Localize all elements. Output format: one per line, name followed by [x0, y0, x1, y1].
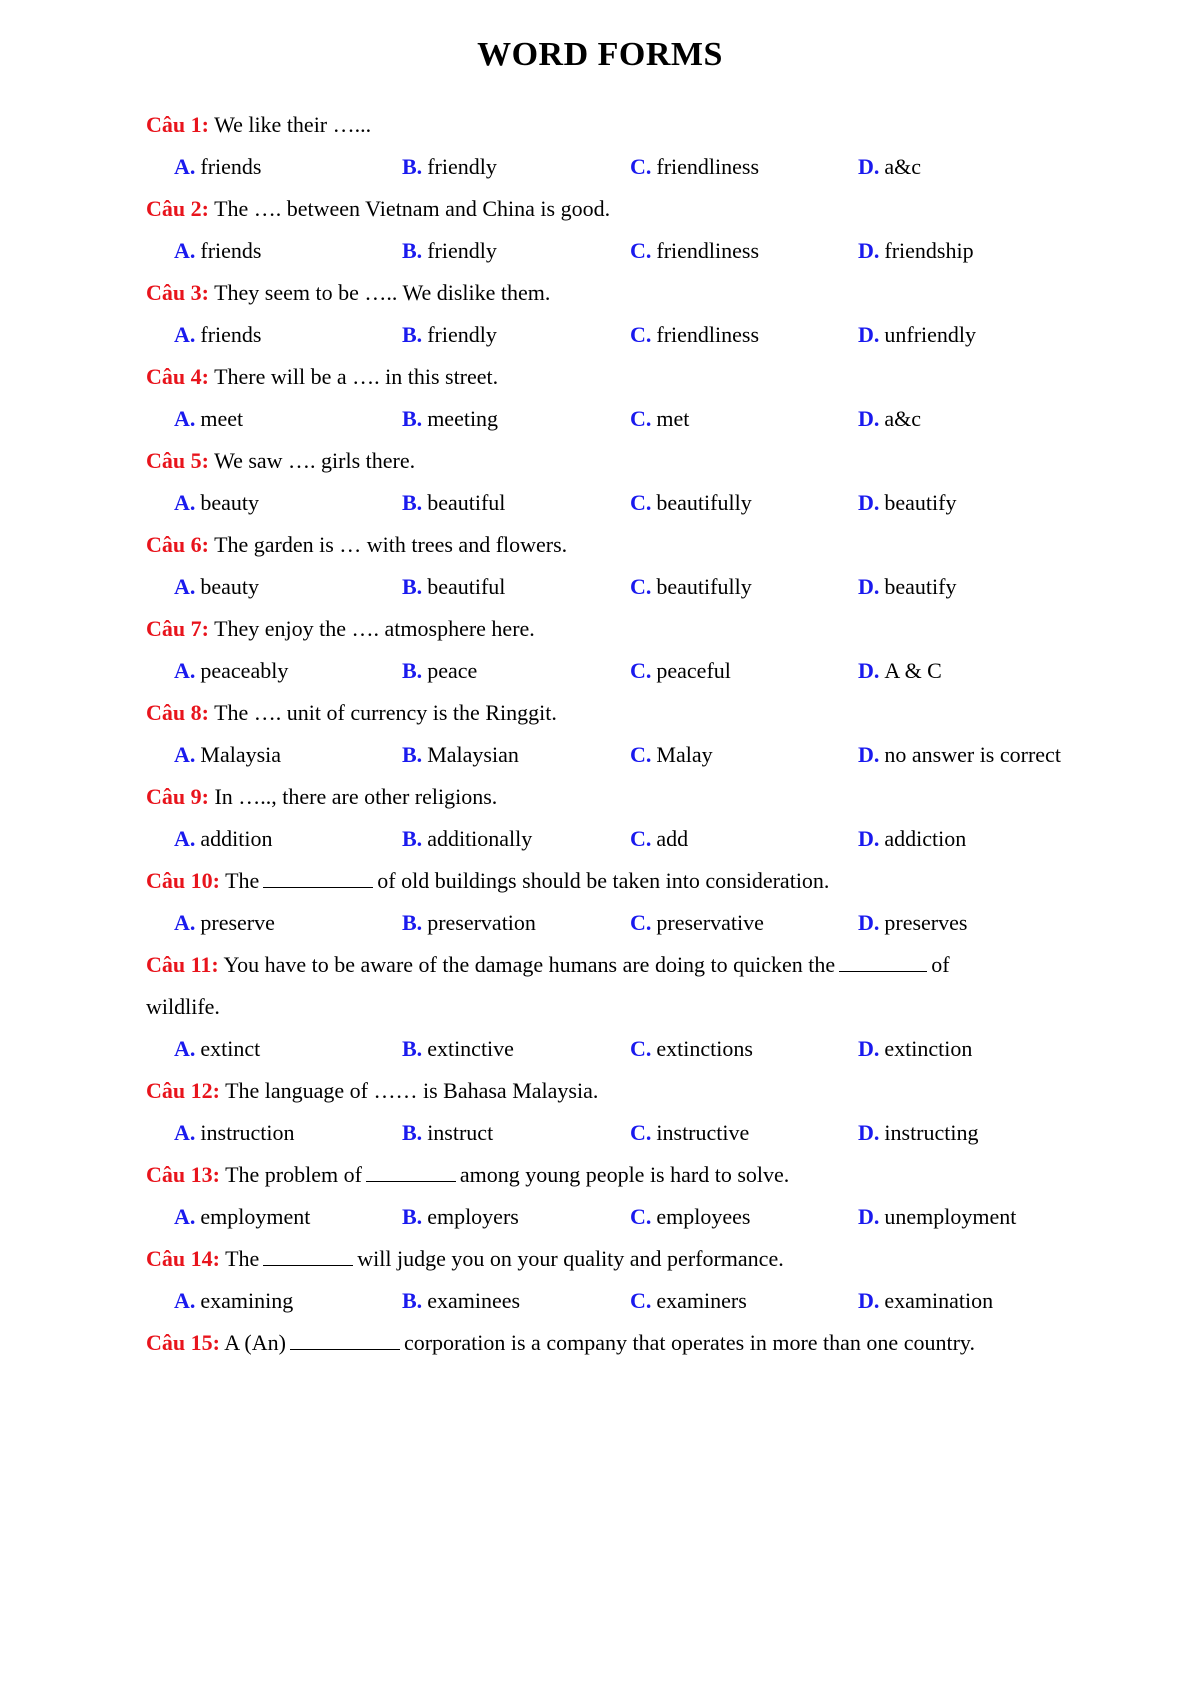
- option-d: D. beautify: [858, 574, 957, 599]
- options-row: [146, 818, 1106, 860]
- answer-blank: [839, 951, 927, 972]
- option-d: D. no answer is correct: [858, 742, 1061, 767]
- option-a: A. instruction: [174, 1120, 295, 1145]
- options-row: [146, 1112, 1106, 1154]
- question-text: of: [931, 952, 950, 977]
- option-b: B. beautiful: [402, 490, 506, 515]
- question-7: [146, 608, 1106, 650]
- question-label: Câu 2:: [146, 196, 209, 221]
- question-13: [146, 1154, 1106, 1196]
- option-b: B. meeting: [402, 406, 499, 431]
- option-d: D. examination: [858, 1288, 994, 1313]
- question-9: [146, 776, 1106, 818]
- options-row: [146, 146, 1106, 188]
- options-row: [146, 482, 1106, 524]
- option-b: B. friendly: [402, 322, 497, 347]
- question-label: Câu 11:: [146, 952, 219, 977]
- option-c: C. employees: [630, 1204, 751, 1229]
- question-label: Câu 14:: [146, 1246, 220, 1271]
- options-row: [146, 566, 1106, 608]
- answer-blank: [263, 1245, 353, 1266]
- question-text: will judge you on your quality and performance.: [357, 1246, 784, 1271]
- option-c: C. Malay: [630, 742, 713, 767]
- option-a: A. preserve: [174, 910, 275, 935]
- question-3: [146, 272, 1106, 314]
- question-4: [146, 356, 1106, 398]
- question-text: You have to be aware of the damage humans are doing to quicken the: [223, 952, 836, 977]
- option-a: A. friends: [174, 154, 262, 179]
- option-c: C. beautifully: [630, 574, 752, 599]
- option-a: A. examining: [174, 1288, 294, 1313]
- question-text: corporation is a company that operates in more than one country.: [403, 1330, 975, 1355]
- option-b: B. preservation: [402, 910, 536, 935]
- question-text: They enjoy the …. atmosphere here.: [214, 616, 535, 641]
- question-text: The language of …… is Bahasa Malaysia.: [225, 1078, 599, 1103]
- option-b: B. instruct: [402, 1120, 494, 1145]
- question-label: Câu 5:: [146, 448, 209, 473]
- options-row: [146, 230, 1106, 272]
- option-b: B. extinctive: [402, 1036, 514, 1061]
- question-label: Câu 9:: [146, 784, 209, 809]
- answer-blank: [366, 1161, 456, 1182]
- page-title: WORD FORMS: [477, 36, 723, 73]
- question-text: They seem to be ….. We dislike them.: [214, 280, 551, 305]
- options-row: [146, 650, 1106, 692]
- option-a: A. beauty: [174, 574, 260, 599]
- option-c: C. peaceful: [630, 658, 731, 683]
- option-b: B. friendly: [402, 154, 497, 179]
- option-a: A. addition: [174, 826, 273, 851]
- option-d: D. friendship: [858, 238, 974, 263]
- question-text: There will be a …. in this street.: [214, 364, 499, 389]
- question-label: Câu 12:: [146, 1078, 220, 1103]
- question-text: The garden is … with trees and flowers.: [214, 532, 568, 557]
- option-c: C. examiners: [630, 1288, 747, 1313]
- answer-blank: [290, 1329, 400, 1350]
- answer-blank: [263, 867, 373, 888]
- options-row: [146, 1196, 1106, 1238]
- option-c: C. friendliness: [630, 154, 760, 179]
- question-1: [146, 104, 1106, 146]
- option-a: A. employment: [174, 1204, 311, 1229]
- option-b: B. Malaysian: [402, 742, 519, 767]
- question-label: Câu 10:: [146, 868, 220, 893]
- option-a: A. friends: [174, 322, 262, 347]
- options-row: [146, 314, 1106, 356]
- question-label: Câu 1:: [146, 112, 209, 137]
- option-c: C. met: [630, 406, 690, 431]
- question-list: [146, 104, 1106, 1364]
- question-11: [146, 944, 1106, 1028]
- question-14: [146, 1238, 1106, 1280]
- option-a: A. extinct: [174, 1036, 261, 1061]
- option-c: C. friendliness: [630, 238, 760, 263]
- options-row: [146, 734, 1106, 776]
- question-label: Câu 3:: [146, 280, 209, 305]
- option-c: C. beautifully: [630, 490, 752, 515]
- option-d: D. A & C: [858, 658, 942, 683]
- options-row: [146, 398, 1106, 440]
- option-d: D. extinction: [858, 1036, 973, 1061]
- option-b: B. peace: [402, 658, 478, 683]
- question-label: Câu 7:: [146, 616, 209, 641]
- question-label: Câu 4:: [146, 364, 209, 389]
- question-text: We saw …. girls there.: [214, 448, 416, 473]
- question-label: Câu 13:: [146, 1162, 220, 1187]
- question-text: The …. unit of currency is the Ringgit.: [214, 700, 557, 725]
- options-row: [146, 1280, 1106, 1322]
- option-c: C. extinctions: [630, 1036, 753, 1061]
- option-d: D. a&c: [858, 406, 922, 431]
- option-c: C. preservative: [630, 910, 764, 935]
- option-a: A. friends: [174, 238, 262, 263]
- question-label: Câu 8:: [146, 700, 209, 725]
- question-5: [146, 440, 1106, 482]
- option-c: C. friendliness: [630, 322, 760, 347]
- option-a: A. Malaysia: [174, 742, 282, 767]
- question-label: Câu 15:: [146, 1330, 220, 1355]
- option-a: A. meet: [174, 406, 244, 431]
- question-text: We like their …...: [214, 112, 372, 137]
- option-d: D. addiction: [858, 826, 967, 851]
- question-15: [146, 1322, 1106, 1364]
- question-text: The problem of: [225, 1162, 362, 1187]
- option-d: D. unfriendly: [858, 322, 977, 347]
- option-c: C. add: [630, 826, 689, 851]
- option-c: C. instructive: [630, 1120, 750, 1145]
- question-10: [146, 860, 1106, 902]
- question-text: A (An): [224, 1330, 286, 1355]
- option-b: B. additionally: [402, 826, 533, 851]
- option-d: D. unemployment: [858, 1204, 1017, 1229]
- question-label: Câu 6:: [146, 532, 209, 557]
- option-b: B. examinees: [402, 1288, 521, 1313]
- question-text: wildlife.: [146, 994, 220, 1019]
- question-8: [146, 692, 1106, 734]
- option-a: A. peaceably: [174, 658, 289, 683]
- question-text: The: [225, 868, 260, 893]
- question-text: The: [225, 1246, 260, 1271]
- question-2: [146, 188, 1106, 230]
- question-6: [146, 524, 1106, 566]
- question-text: The …. between Vietnam and China is good.: [214, 196, 611, 221]
- options-row: [146, 1028, 1106, 1070]
- option-d: D. instructing: [858, 1120, 979, 1145]
- option-a: A. beauty: [174, 490, 260, 515]
- options-row: [146, 902, 1106, 944]
- question-text: of old buildings should be taken into consideration.: [377, 868, 830, 893]
- question-text: among young people is hard to solve.: [459, 1162, 790, 1187]
- option-d: D. a&c: [858, 154, 922, 179]
- option-d: D. preserves: [858, 910, 968, 935]
- question-text: In ….., there are other religions.: [214, 784, 498, 809]
- option-b: B. friendly: [402, 238, 497, 263]
- option-b: B. beautiful: [402, 574, 506, 599]
- option-d: D. beautify: [858, 490, 957, 515]
- option-b: B. employers: [402, 1204, 519, 1229]
- question-12: [146, 1070, 1106, 1112]
